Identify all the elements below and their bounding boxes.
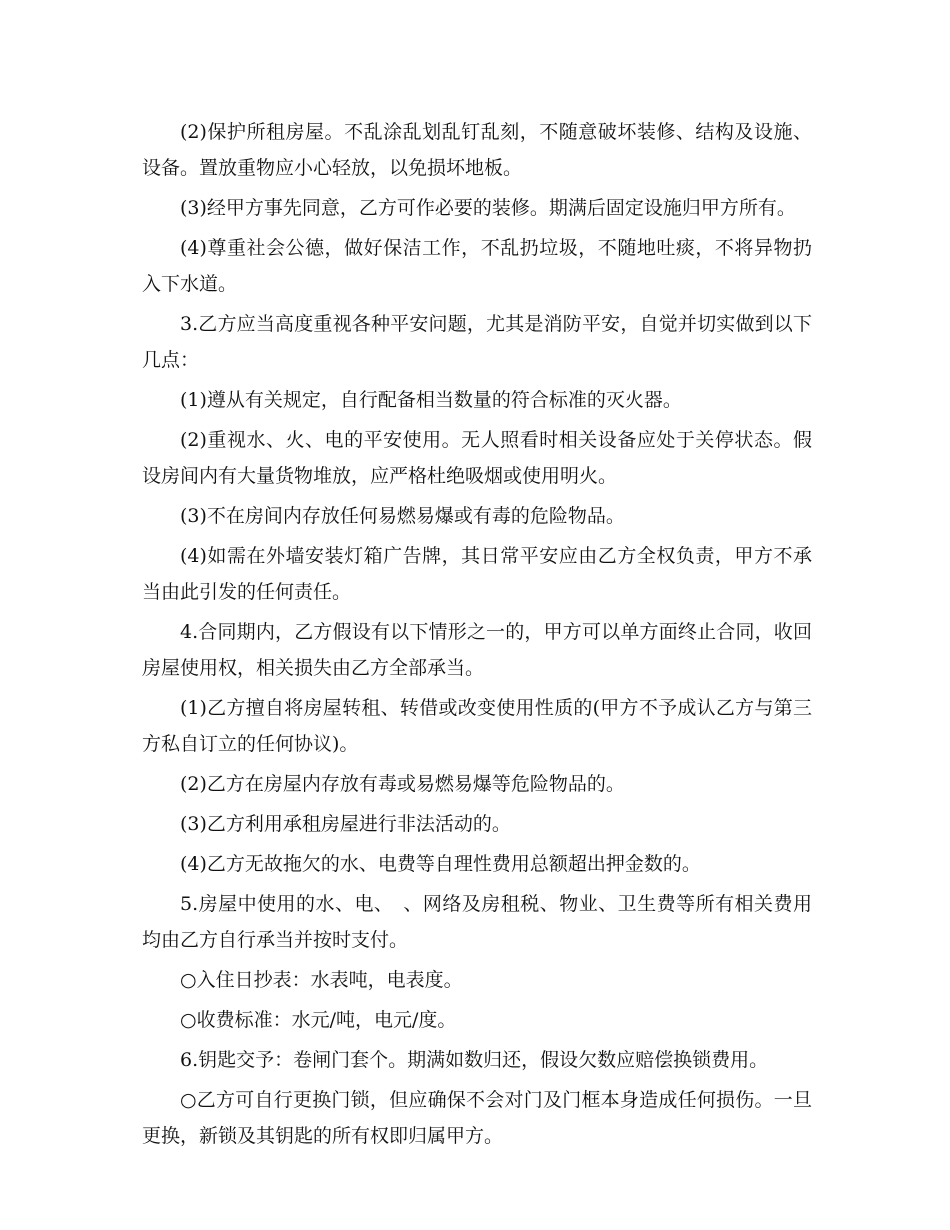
paragraph-12: (3)乙方利用承租房屋进行非法活动的。 xyxy=(180,813,511,835)
paragraph-14: 5.房屋中使用的水、电、 、网络及房租税、物业、卫生费等所有相关费用均由乙方自行承当并按时支付。 xyxy=(142,893,812,951)
paragraph-9: 4.合同期内，乙方假设有以下情形之一的，甲方可以单方面终止合同，收回房屋使用权，相关损失由乙方全部承当。 xyxy=(142,621,812,679)
paragraph-3: (4)尊重社会公德，做好保洁工作，不乱扔垃圾，不随地吐痰，不将异物扔入下水道。 xyxy=(142,237,812,295)
paragraph-13: (4)乙方无故拖欠的水、电费等自理性费用总额超出押金数的。 xyxy=(180,853,701,875)
paragraph-6: (2)重视水、火、电的平安使用。无人照看时相关设备应处于关停状态。假设房间内有大量货物堆放，应严格杜绝吸烟或使用明火。 xyxy=(142,429,812,487)
paragraph-7: (3)不在房间内存放任何易燃易爆或有毒的危险物品。 xyxy=(180,505,625,527)
paragraph-10: (1)乙方擅自将房屋转租、转借或改变使用性质的(甲方不予成认乙方与第三方私自订立的任何协议)。 xyxy=(142,697,812,755)
paragraph-18: ○乙方可自行更换门锁，但应确保不会对门及门框本身造成任何损伤。一旦更换，新锁及其钥匙的所有权即归属甲方。 xyxy=(142,1089,812,1147)
paragraph-5: (1)遵从有关规定，自行配备相当数量的符合标准的灭火器。 xyxy=(180,389,682,411)
paragraph-17: 6.钥匙交予：卷闸门套个。期满如数归还，假设欠数应赔偿换锁费用。 xyxy=(180,1049,769,1071)
paragraph-16: ○收费标准：水元/吨，电元/度。 xyxy=(180,1009,457,1031)
paragraph-1: (2)保护所租房屋。不乱涂乱划乱钉乱刻，不随意破坏装修、结构及设施、设备。置放重物应小心轻放，以免损坏地板。 xyxy=(142,121,812,179)
paragraph-8: (4)如需在外墙安装灯箱广告牌，其日常平安应由乙方全权负责，甲方不承当由此引发的任何责任。 xyxy=(142,545,812,603)
paragraph-4: 3.乙方应当高度重视各种平安问题，尤其是消防平安，自觉并切实做到以下几点： xyxy=(142,313,812,371)
paragraph-2: (3)经甲方事先同意，乙方可作必要的装修。期满后固定设施归甲方所有。 xyxy=(180,197,796,219)
paragraph-15: ○入住日抄表：水表吨，电表度。 xyxy=(180,969,463,991)
document-body xyxy=(142,114,812,1158)
paragraph-11: (2)乙方在房屋内存放有毒或易燃易爆等危险物品的。 xyxy=(180,773,625,795)
